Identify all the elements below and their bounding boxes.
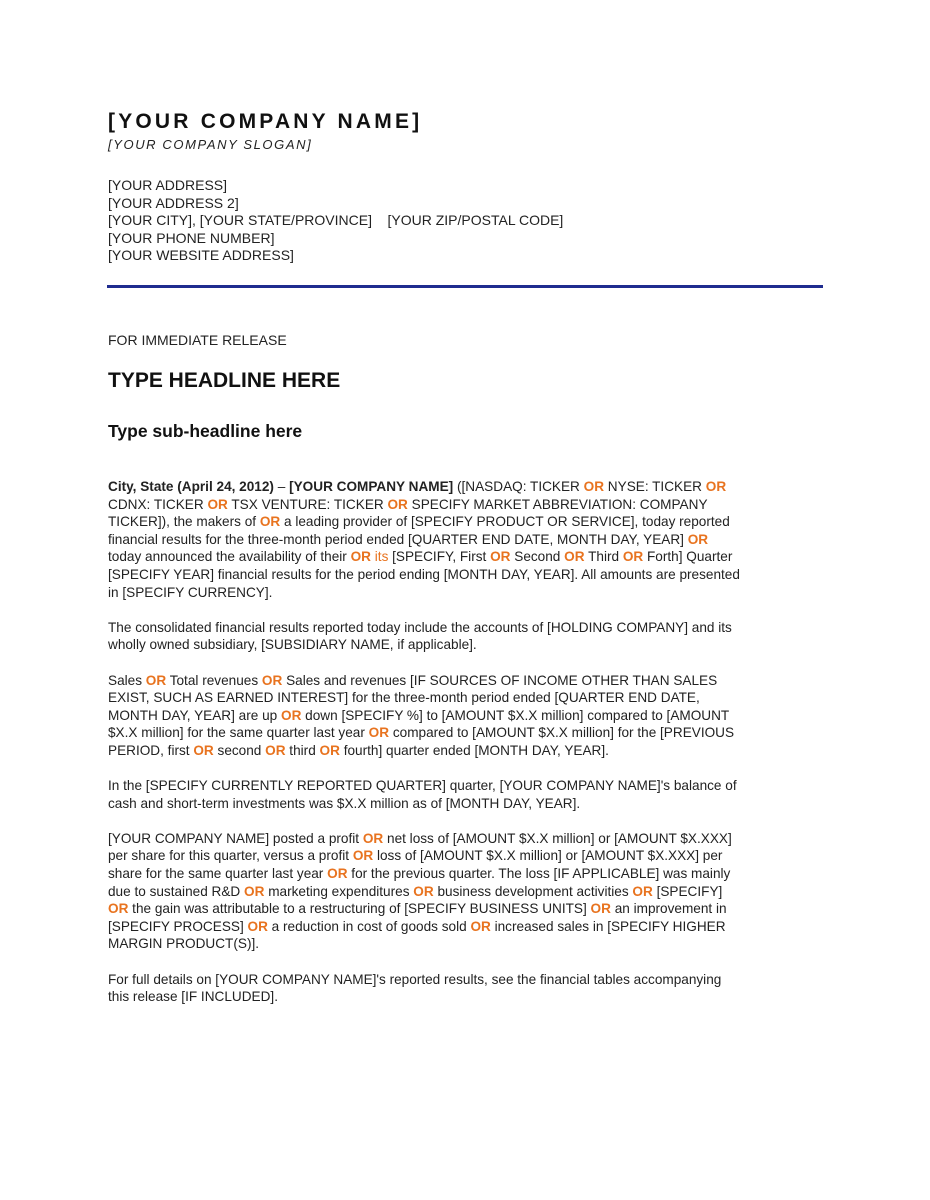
text-run: increased sales in [SPECIFY HIGHER (490, 918, 726, 934)
text-line (108, 689, 828, 707)
website-line: [YOUR WEBSITE ADDRESS] (108, 247, 294, 264)
paragraph-sales (108, 672, 828, 760)
or-marker: OR (705, 479, 727, 494)
text-line (108, 636, 828, 654)
text-run: Total revenues (166, 672, 262, 688)
address-block (108, 177, 563, 265)
text-line (108, 883, 828, 901)
text-run: in [SPECIFY CURRENCY]. (108, 584, 273, 600)
text-run: CDNX: TICKER (108, 496, 208, 512)
or-marker: OR (583, 479, 605, 494)
or-marker: OR (387, 496, 408, 512)
paragraph-full-details (108, 971, 828, 1006)
text-run: [SPECIFY, First (388, 549, 491, 565)
text-run: TSX VENTURE: TICKER (227, 496, 388, 512)
or-marker: OR (622, 549, 644, 565)
address-line-1: [YOUR ADDRESS] (108, 177, 228, 193)
text-run: for the previous quarter. The loss [IF APPLICABLE] was mainly (347, 866, 731, 882)
text-run: net loss of [AMOUNT $X.X million] or [AMOUNT $X.XXX] (383, 830, 732, 846)
text-line (108, 918, 828, 936)
or-marker: OR (145, 672, 167, 688)
text-run: compared to [AMOUNT $X.X million] for the [PREVIOUS (389, 725, 735, 741)
text-run: share for the same quarter last year (108, 866, 328, 882)
or-marker: OR (265, 742, 286, 758)
text-run: an improvement in (610, 901, 727, 917)
or-marker: OR (207, 496, 228, 512)
text-run: For full details on [YOUR COMPANY NAME]'s reported results, see the financial tables accompanying (108, 971, 722, 987)
text-line (108, 672, 828, 690)
text-run: a reduction in cost of goods sold (267, 918, 471, 934)
city-state-zip-line: [YOUR CITY], [YOUR STATE/PROVINCE] [YOUR ZIP/POSTAL CODE] (108, 212, 564, 229)
text-run: the gain was attributable to a restructuring of [SPECIFY BUSINESS UNITS] (128, 901, 591, 917)
bold-run: City, State (April 24, 2012) (108, 479, 274, 494)
text-run: $X.X million] for the same quarter last year (108, 725, 369, 741)
text-run: Sales (108, 672, 146, 688)
or-marker: OR (490, 549, 511, 565)
or-marker: OR (259, 514, 281, 530)
text-run: [YOUR COMPANY NAME] posted a profit (108, 830, 363, 846)
text-run: SPECIFY MARKET ABBREVIATION: COMPANY (407, 496, 708, 512)
text-line (108, 971, 828, 989)
or-marker: OR (413, 883, 434, 899)
text-run: PERIOD, first (108, 742, 194, 758)
release-label: FOR IMMEDIATE RELEASE (108, 332, 287, 348)
text-run: second (213, 742, 266, 758)
or-marker: OR (193, 742, 214, 758)
text-run: EXIST, SUCH AS EARNED INTEREST] for the three-month period ended [QUARTER END DATE, (108, 690, 700, 706)
text-line (108, 795, 828, 813)
text-line (108, 707, 828, 725)
text-run: wholly owned subsidiary, [SUBSIDIARY NAME, if applicable]. (108, 637, 477, 653)
or-marker: OR (368, 725, 390, 741)
header-divider (107, 285, 823, 288)
its-marker: its (374, 549, 389, 565)
headline: TYPE HEADLINE HERE (108, 369, 341, 392)
text-run: Second (510, 549, 565, 565)
or-marker: OR (352, 848, 374, 864)
text-run: NYSE: TICKER (604, 479, 706, 494)
text-line (108, 531, 828, 549)
company-slogan: [YOUR COMPANY SLOGAN] (108, 137, 313, 152)
paragraph-consolidated (108, 619, 828, 654)
or-marker: OR (590, 901, 611, 917)
paragraph-profit (108, 830, 828, 953)
sub-headline: Type sub-headline here (108, 421, 303, 441)
or-marker: OR (319, 742, 340, 758)
or-marker: OR (350, 549, 371, 565)
text-line (108, 988, 828, 1006)
text-run: third (285, 742, 320, 758)
company-name: [YOUR COMPANY NAME] (108, 110, 423, 133)
or-marker: OR (362, 830, 384, 846)
text-line (108, 478, 828, 496)
or-marker: OR (470, 918, 491, 934)
paragraph-balance (108, 777, 828, 812)
text-run: today announced the availability of their (108, 549, 351, 565)
text-run: [SPECIFY] (652, 883, 723, 899)
text-run: a leading provider of [SPECIFY PRODUCT OR SERVICE], today reported (280, 514, 730, 530)
text-run: ([NASDAQ: TICKER (453, 479, 584, 494)
text-run: MONTH DAY, YEAR] are up (108, 707, 282, 723)
text-run: business development activities (433, 883, 633, 899)
text-line (108, 619, 828, 637)
phone-line: [YOUR PHONE NUMBER] (108, 229, 275, 246)
text-run: MARGIN PRODUCT(S)]. (108, 936, 260, 952)
text-line (108, 496, 828, 514)
text-run: loss of [AMOUNT $X.X million] or [AMOUNT $X.XXX] per (373, 848, 723, 864)
text-line (108, 935, 828, 953)
body-text (108, 478, 828, 1023)
text-run: cash and short-term investments was $X.X million as of [MONTH DAY, YEAR]. (108, 795, 581, 811)
or-marker: OR (247, 918, 268, 934)
text-line (108, 548, 828, 566)
text-run: [SPECIFY PROCESS] (108, 918, 248, 934)
text-run: this release [IF INCLUDED]. (108, 989, 278, 1005)
text-line (108, 584, 828, 602)
text-run: [SPECIFY YEAR] financial results for the period ending [MONTH DAY, YEAR]. All amounts are presented (108, 566, 740, 582)
text-run: TICKER]), the makers of (108, 514, 260, 530)
text-run: fourth] quarter ended [MONTH DAY, YEAR]. (339, 742, 609, 758)
text-line (108, 865, 828, 883)
text-line (108, 566, 828, 584)
text-line (108, 742, 828, 760)
text-run: financial results for the three-month period ended [QUARTER END DATE, MONTH DAY, YEAR] (108, 531, 688, 547)
text-line (108, 513, 828, 531)
address-line-2: [YOUR ADDRESS 2] (108, 194, 239, 211)
or-marker: OR (281, 707, 302, 723)
or-marker: OR (108, 901, 129, 917)
or-marker: OR (261, 672, 283, 688)
text-run: Sales and revenues [IF SOURCES OF INCOME OTHER THAN SALES (282, 672, 718, 688)
or-marker: OR (564, 549, 585, 565)
or-marker: OR (687, 531, 709, 547)
text-run: per share for this quarter, versus a profit (108, 848, 353, 864)
text-run: The consolidated financial results reported today include the accounts of [HOLDING COMPANY] and its (108, 619, 732, 635)
text-run: – (273, 479, 290, 494)
or-marker: OR (632, 883, 653, 899)
text-run: Forth] Quarter (643, 549, 733, 565)
text-run: marketing expenditures (264, 883, 414, 899)
or-marker: OR (244, 883, 265, 899)
text-line (108, 777, 828, 795)
text-run: Third (584, 549, 623, 565)
text-run: due to sustained R&D (108, 883, 245, 899)
text-run: In the [SPECIFY CURRENTLY REPORTED QUARTER] quarter, [YOUR COMPANY NAME]'s balance of (108, 778, 737, 794)
or-marker: OR (327, 866, 348, 882)
text-line (108, 724, 828, 742)
text-line (108, 830, 828, 848)
text-line (108, 900, 828, 918)
text-line (108, 847, 828, 865)
text-run: down [SPECIFY %] to [AMOUNT $X.X million] compared to [AMOUNT (301, 707, 730, 723)
paragraph-dateline (108, 478, 828, 601)
bold-run: [YOUR COMPANY NAME] (289, 479, 454, 494)
